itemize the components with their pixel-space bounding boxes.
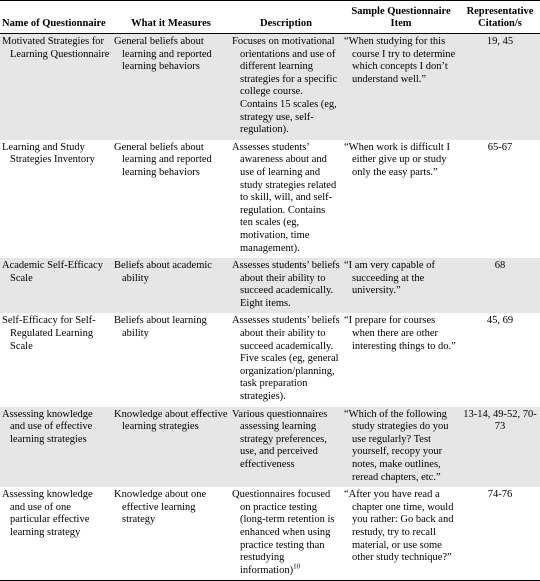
cell-sample: “After you have read a chapter one time, would you rather: Go back and restudy, try to recall material, or use some other study technique?” — [342, 487, 460, 581]
cell-sample: “I am very capable of succeeding at the university.” — [342, 258, 460, 313]
cell-citation: 68 — [460, 258, 540, 313]
cell-name: Assessing knowledge and use of effective learning strategies — [0, 407, 112, 488]
cell-sample: “I prepare for courses when there are other interesting things to do.” — [344, 315, 456, 352]
cell-measures: Knowledge about one effective learning strategy — [112, 487, 230, 581]
cell-description-text: Questionnaires focused on practice testing (long-term retention is enhanced when using practice testing than restudying information) — [232, 489, 335, 576]
table-row — [0, 487, 540, 581]
cell-citation: 19, 45 — [460, 34, 540, 140]
cell-sample: “Which of the following study strategies do you use regularly? Test yourself, recopy your notes, make outlines, reread chapters, etc.” — [342, 407, 460, 488]
cell-description: Assesses students’ beliefs about their ability to succeed academically. Eight items. — [230, 258, 342, 313]
cell-description — [230, 487, 342, 581]
cell-measures: General beliefs about learning and reported learning behaviors — [114, 141, 212, 178]
cell-citation: 74-76 — [460, 487, 540, 581]
cell-measures: Knowledge about effective learning strategies — [112, 407, 230, 488]
cell-description: Assesses students’ beliefs about their ability to succeed academically. Five scales (eg, general organization/planning, task preparation strategies). — [232, 315, 340, 403]
table-body — [0, 34, 540, 581]
cell-name: Self-Efficacy for Self-Regulated Learning Scale — [2, 315, 96, 352]
cell-measures: Beliefs about learning ability — [114, 315, 207, 340]
header-row — [0, 1, 540, 34]
header-citation: Representative Citation/s — [460, 1, 540, 34]
table-header — [0, 1, 540, 34]
header-measures: What it Measures — [112, 1, 230, 34]
header-name: Name of Questionnaire — [0, 1, 112, 34]
table-row — [0, 258, 540, 313]
cell-measures: Beliefs about academic ability — [112, 258, 230, 313]
cell-description: Assesses students’ awareness about and use of learning and study strategies related to skill, will, and self-regulation. Contains ten scales (eg, motivation, time management). — [232, 141, 337, 254]
cell-name: Learning and Study Strategies Inventory — [2, 141, 95, 166]
cell-citation: 13-14, 49-52, 70-73 — [460, 407, 540, 488]
cell-measures: General beliefs about learning and reported learning behaviors — [112, 34, 230, 140]
cell-name: Assessing knowledge and use of one particular effective learning strategy — [0, 487, 112, 581]
cell-citation: 45, 69 — [486, 315, 514, 327]
header-description: Description — [230, 1, 342, 34]
cell-name: Academic Self-Efficacy Scale — [0, 258, 112, 313]
table-row — [0, 313, 540, 406]
cell-description: Various questionnaires assessing learning strategy preferences, use, and perceived effectiveness — [230, 407, 342, 488]
header-sample: Sample Questionnaire Item — [342, 1, 460, 34]
cell-sample: “When studying for this course I try to determine which concepts I don’t understand well.” — [342, 34, 460, 140]
cell-citation: 65-67 — [487, 141, 513, 153]
table-row — [0, 140, 540, 258]
footnote-marker: 10 — [293, 562, 301, 571]
cell-description: Focuses on motivational orientations and use of different learning strategies for a specific college course. Contains 15 scales (eg, strategy use, self-regulation). — [230, 34, 342, 140]
table-row — [0, 407, 540, 488]
table-row — [0, 34, 540, 140]
cell-sample: “When work is difficult I either give up or study only the easy parts.” — [344, 141, 450, 178]
cell-name: Motivated Strategies for Learning Questionnaire — [0, 34, 112, 140]
